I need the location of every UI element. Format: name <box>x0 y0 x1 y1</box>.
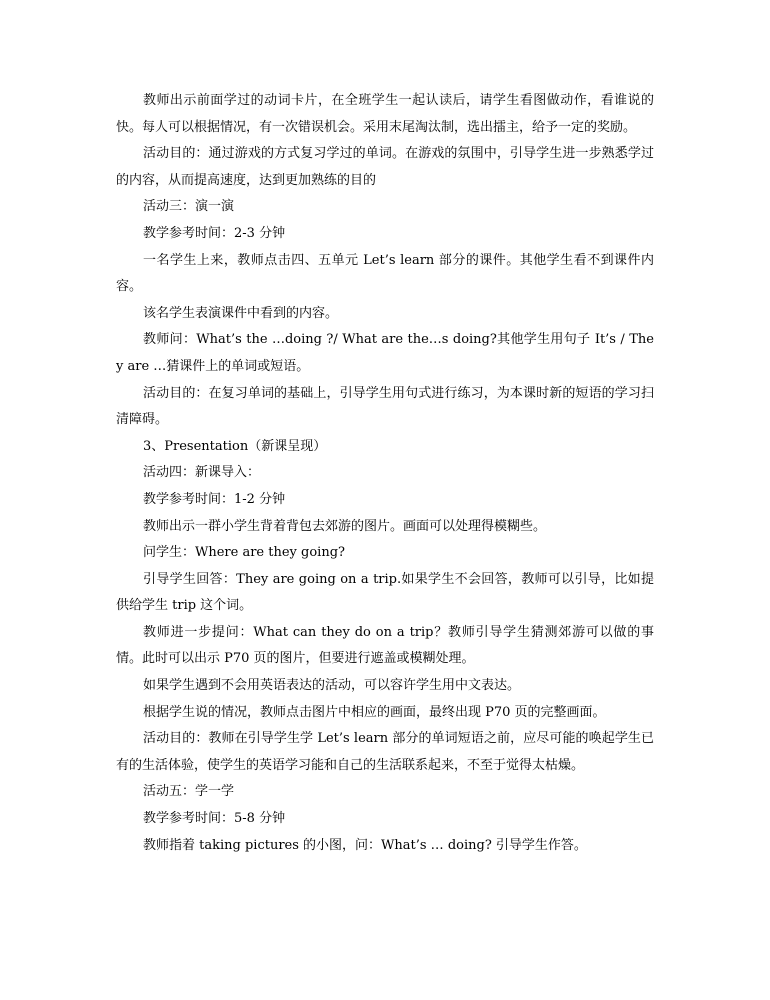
paragraph-21: 教师指着 taking pictures 的小图，问：What’s … doing? 引导学生作答。 <box>143 837 587 853</box>
paragraph-8: 活动目的：在复习单词的基础上，引导学生用句式进行练习，为本课时新的短语的学习扫清障碍。 <box>116 385 654 428</box>
paragraph-18: 活动目的：教师在引导学生学 Let’s learn 部分的单词短语之前，应尽可能的唤起学生已有的生活体验，使学生的英语学习能和自己的生活联系起来，不至于觉得太枯燥。 <box>116 731 654 773</box>
paragraph-6: 该名学生表演课件中看到的内容。 <box>143 305 339 321</box>
paragraph-9: 3、Presentation（新课呈现） <box>143 438 327 454</box>
paragraph-2: 活动目的：通过游戏的方式复习学过的单词。在游戏的氛围中，引导学生进一步熟悉学过的内容，从而提高速度，达到更加熟练的目的 <box>116 146 654 188</box>
paragraph-19: 活动五：学一学 <box>143 784 235 800</box>
paragraph-15: 教师进一步提问：What can they do on a trip？教师引导学生猜测郊游可以做的事情。此时可以出示 P70 页的图片，但要进行遮盖或模糊处理。 <box>116 624 654 667</box>
paragraph-1: 教师出示前面学过的动词卡片，在全班学生一起认读后，请学生看图做动作，看谁说的快。每人可以根据情况，有一次错误机会。采用末尾淘汰制，选出擂主，给予一定的奖励。 <box>116 93 654 135</box>
paragraph-7: 教师问：What’s the …doing ?/ What are the…s doing?其他学生用句子 It’s / They are …猜课件上的单词或短语。 <box>116 332 654 374</box>
paragraph-13: 问学生：Where are they going? <box>143 545 345 561</box>
document-body <box>116 88 654 859</box>
paragraph-20: 教学参考时间：5-8 分钟 <box>143 811 286 827</box>
paragraph-14: 引导学生回答：They are going on a trip.如果学生不会回答，教师可以引导，比如提供给学生 trip 这个词。 <box>116 571 654 614</box>
paragraph-5: 一名学生上来，教师点击四、五单元 Let’s learn 部分的课件。其他学生看不到课件内容。 <box>116 252 654 295</box>
paragraph-17: 根据学生说的情况，教师点击图片中相应的画面，最终出现 P70 页的完整画面。 <box>143 704 606 720</box>
paragraph-12: 教师出示一群小学生背着背包去郊游的图片。画面可以处理得模糊些。 <box>143 518 547 534</box>
paragraph-4: 教学参考时间：2-3 分钟 <box>143 225 286 241</box>
paragraph-10: 活动四：新课导入： <box>143 465 261 481</box>
paragraph-16: 如果学生遇到不会用英语表达的活动，可以容许学生用中文表达。 <box>143 678 521 694</box>
paragraph-3: 活动三：演一演 <box>143 199 235 215</box>
paragraph-11: 教学参考时间：1-2 分钟 <box>143 491 286 507</box>
